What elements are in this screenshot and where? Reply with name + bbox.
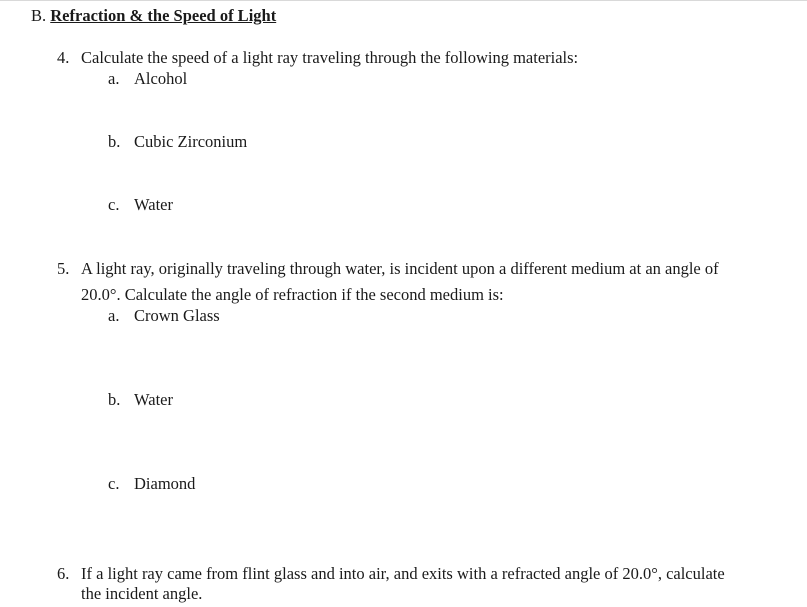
- question-6-text-line-2: the incident angle.: [81, 584, 203, 603]
- q5-part-a-text: Crown Glass: [134, 306, 220, 325]
- question-4-number: 4.: [57, 48, 70, 67]
- q4-part-b-text: Cubic Zirconium: [134, 132, 248, 151]
- question-5-text-line-2: 20.0°. Calculate the angle of refraction if the second medium is:: [81, 285, 504, 304]
- q5-part-b-label: b.: [108, 390, 121, 409]
- section-heading: [31, 5, 276, 27]
- page-top-border: [0, 0, 807, 1]
- q5-part-c-text: Diamond: [134, 474, 196, 493]
- section-letter: B.: [31, 6, 47, 25]
- question-6-text-line-1: If a light ray came from flint glass and into air, and exits with a refracted angle of 20.0°, calculate: [81, 564, 725, 583]
- q4-part-a-text: Alcohol: [134, 69, 188, 88]
- question-4-text: Calculate the speed of a light ray traveling through the following materials:: [81, 48, 579, 67]
- q4-part-c-text: Water: [134, 195, 173, 214]
- q4-part-c-label: c.: [108, 195, 120, 214]
- q4-part-a-label: a.: [108, 69, 120, 88]
- question-5-text-line-1: A light ray, originally traveling through water, is incident upon a different medium at an angle of: [81, 259, 719, 278]
- q5-part-b-text: Water: [134, 390, 173, 409]
- q5-part-c-label: c.: [108, 474, 120, 493]
- q5-part-a-label: a.: [108, 306, 120, 325]
- question-5-number: 5.: [57, 259, 70, 278]
- question-6-number: 6.: [57, 564, 70, 583]
- section-title: Refraction & the Speed of Light: [50, 6, 277, 25]
- q4-part-b-label: b.: [108, 132, 121, 151]
